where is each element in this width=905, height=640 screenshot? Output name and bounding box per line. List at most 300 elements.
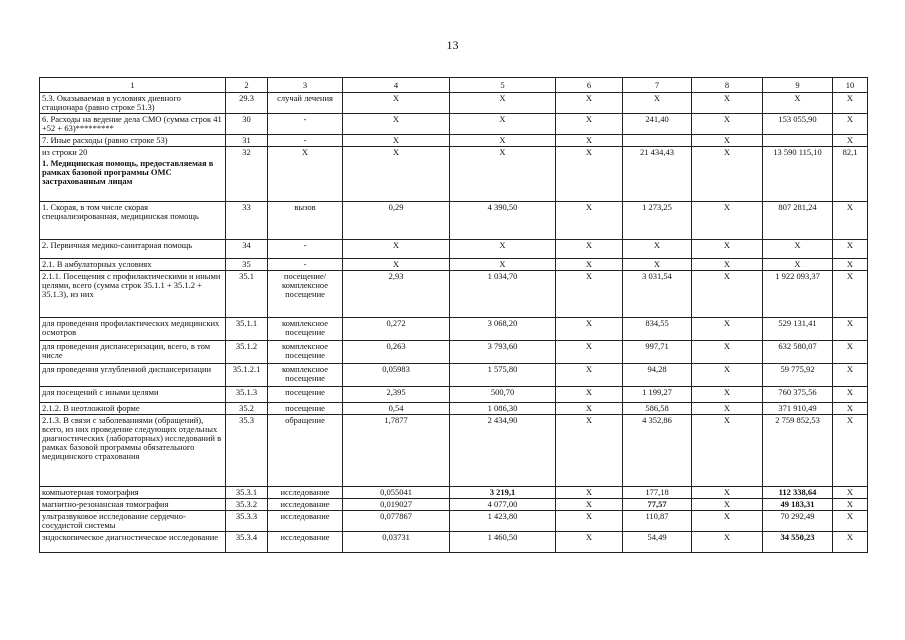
cell-value: комплексное посещение [281,364,329,383]
table-cell [692,93,763,114]
table-cell [268,259,343,271]
row-label: для проведения профилактических медицинских осмотров [42,318,220,337]
cell-value: 1 273,25 [642,202,672,212]
cell-value: X [723,415,731,425]
cell-value: 54,49 [647,532,667,542]
table-cell [623,271,692,318]
table-cell [763,532,833,553]
cell-value: - [303,114,307,124]
table-cell [226,135,268,147]
row-label: 2.1. В амбулаторных условиях [42,259,152,269]
table-cell [692,532,763,553]
table-cell [226,318,268,341]
cell-value: X [846,114,854,124]
cell-value: 4 390,50 [487,202,518,212]
row-label: 2.1.1. Посещения с профилактическими и иными целями, всего (сумма строк 35.1.1 + 35.1.2 + 35.1.3), из них [42,271,221,299]
table-cell [556,271,623,318]
cell-value: исследование [280,511,330,521]
cell-value: X [846,341,854,351]
table-cell [623,318,692,341]
table-cell [343,135,450,147]
cell-value: 807 281,24 [778,202,817,212]
table-cell [226,114,268,135]
table-row [40,415,868,487]
cell-value: 34 550,23 [780,532,815,542]
cell-value: X [585,318,593,328]
cell-value: X [723,135,731,145]
cell-value: X [846,202,854,212]
table-cell [343,387,450,403]
table-row [40,318,868,341]
cell-value: X [585,271,593,281]
table-cell [343,487,450,499]
cell-value: 4 077,00 [487,499,518,509]
row-label-cell [40,487,226,499]
table-cell [623,387,692,403]
cell-value: - [303,135,307,145]
table-row [40,114,868,135]
cell-value: X [723,499,731,509]
table-row [40,387,868,403]
row-label-cell [40,240,226,259]
cell-value: 2,395 [386,387,406,397]
table-cell [763,135,833,147]
cell-value: комплексное посещение [281,341,329,360]
cell-value: X [585,202,593,212]
cell-value: 49 183,31 [780,499,815,509]
cell-value: 59 775,92 [780,364,815,374]
cell-value: 35.1 [239,271,254,281]
table-cell [692,114,763,135]
cell-value: X [499,240,506,250]
page-number: 13 [446,38,459,52]
row-label: 7. Иные расходы (равно строке 53) [42,135,168,145]
cell-value: X [846,403,854,413]
cell-value: X [846,364,854,374]
table-cell [556,532,623,553]
table-row [40,511,868,532]
table-cell [833,487,868,499]
row-label-cell [40,135,226,147]
table-cell [556,240,623,259]
table-cell [450,202,556,240]
cell-value: X [585,240,593,250]
cell-value: 3 219,1 [489,487,516,497]
cell-value: X [585,341,593,351]
table-cell [623,114,692,135]
cell-value: X [585,135,593,145]
table-cell [268,318,343,341]
cell-value: X [723,403,731,413]
data-table [39,77,868,553]
table-cell [343,511,450,532]
table-cell [343,499,450,511]
table-body [40,78,868,553]
table-cell [268,93,343,114]
cell-value: X [846,387,854,397]
table-cell [833,147,868,202]
cell-value: X [794,93,801,103]
cell-value: обращение [285,415,325,425]
cell-value: 0,54 [388,403,404,413]
table-cell [226,532,268,553]
table-cell [623,499,692,511]
cell-value: 0,03731 [382,532,410,542]
row-label-cell [40,318,226,341]
table-cell [833,387,868,403]
table-cell [692,147,763,202]
table-cell [450,511,556,532]
cell-value: 32 [242,147,251,157]
table-cell [450,240,556,259]
table-cell [226,259,268,271]
row-label-cell [40,387,226,403]
row-label: для посещений с иными целями [42,387,159,397]
cell-value: 153 055,90 [778,114,817,124]
table-cell [226,511,268,532]
cell-value: 0,055041 [380,487,412,497]
table-cell [450,271,556,318]
cell-value: 2,93 [388,271,404,281]
table-cell [268,202,343,240]
cell-value: X [846,93,854,103]
cell-value: 35.3.3 [235,511,258,521]
header-cell: 10 [833,78,868,93]
table-cell [833,135,868,147]
table-cell [692,341,763,364]
cell-value: X [846,487,854,497]
cell-value: 35.3.4 [235,532,258,542]
table-cell [763,202,833,240]
table-cell [556,259,623,271]
cell-value: X [723,259,731,269]
cell-value: X [653,93,661,103]
row-label: 1. Скорая, в том числе скорая специализированная, медицинская помощь [42,202,199,221]
table-cell [556,147,623,202]
header-cell: 1 [40,78,226,93]
table-cell [268,532,343,553]
cell-value: 0,077867 [380,511,412,521]
table-cell [833,415,868,487]
table-cell [763,259,833,271]
table-cell [450,341,556,364]
row-label: из строки 20 [42,147,88,157]
table-cell [343,341,450,364]
table-cell [692,202,763,240]
cell-value: X [585,93,593,103]
cell-value: X [585,364,593,374]
table-cell [226,403,268,415]
table-cell [623,93,692,114]
table-cell [623,415,692,487]
cell-value: X [723,147,731,157]
header-cell: 9 [763,78,833,93]
table-cell [450,259,556,271]
table-cell [556,202,623,240]
table-cell [450,415,556,487]
table-cell [226,240,268,259]
row-label: эндоскопическое диагностическое исследование [42,532,219,542]
table-cell [450,532,556,553]
cell-value: 35 [242,259,251,269]
cell-value: 1 575,80 [487,364,518,374]
table-cell [226,415,268,487]
cell-value: X [846,415,854,425]
header-cell: 2 [226,78,268,93]
cell-value: 0,05983 [382,364,410,374]
cell-value: 1 086,30 [487,403,518,413]
table-row [40,259,868,271]
cell-value: 35.3.1 [235,487,258,497]
row-label: 2.1.2. В неотложной форме [42,403,140,413]
cell-value: X [499,147,506,157]
cell-value: 997,71 [645,341,669,351]
cell-value: X [585,259,593,269]
cell-value: 70 292,49 [780,511,815,521]
cell-value: X [653,259,661,269]
table-cell [268,403,343,415]
table-cell [268,387,343,403]
section-subtitle: 1. Медицинская помощь, предоставляемая в рамках базовой программы ОМС застрахованным лицам [42,158,214,186]
cell-value: X [392,93,400,103]
cell-value: X [392,114,400,124]
cell-value: - [303,240,307,250]
cell-value: 82,1 [842,147,858,157]
cell-value: X [723,532,731,542]
header-cell: 8 [692,78,763,93]
header-row [40,78,868,93]
table-cell [226,93,268,114]
cell-value: X [723,93,731,103]
table-cell [556,114,623,135]
table-cell [556,415,623,487]
cell-value: X [585,415,593,425]
cell-value: 834,55 [645,318,669,328]
table-cell [623,364,692,387]
table-cell [556,387,623,403]
cell-value: X [794,240,801,250]
table-cell [692,387,763,403]
row-label-cell [40,511,226,532]
table-row [40,93,868,114]
cell-value: X [723,271,731,281]
cell-value: исследование [280,487,330,497]
cell-value: X [846,135,854,145]
cell-value: 77,57 [647,499,667,509]
table-row [40,240,868,259]
table-row [40,532,868,553]
cell-value: X [499,135,506,145]
table-row [40,202,868,240]
table-cell [763,403,833,415]
row-label-cell [40,532,226,553]
table-cell [833,403,868,415]
cell-value: X [723,387,731,397]
table-cell [343,403,450,415]
row-label-cell [40,415,226,487]
table-row [40,135,868,147]
cell-value: 3 031,54 [642,271,672,281]
cell-value: 0,263 [386,341,406,351]
cell-value: 3 793,60 [487,341,518,351]
cell-value: X [585,499,593,509]
cell-value: X [846,532,854,542]
table-cell [833,532,868,553]
cell-value: 500,70 [490,387,515,397]
table-cell [268,271,343,318]
table-cell [763,147,833,202]
cell-value: 4 352,86 [642,415,672,425]
table-cell [343,364,450,387]
table-cell [268,240,343,259]
table-cell [763,114,833,135]
table-cell [343,202,450,240]
table-cell [343,240,450,259]
cell-value: исследование [280,532,330,542]
table-cell [833,271,868,318]
table-cell [833,318,868,341]
cell-value: 34 [242,240,251,250]
table-cell [450,487,556,499]
cell-value: 13 590 115,10 [773,147,822,157]
table-cell [763,487,833,499]
table-cell [343,147,450,202]
table-cell [763,271,833,318]
table-cell [556,341,623,364]
cell-value: 35.3 [239,415,254,425]
table-cell [692,135,763,147]
table-cell [450,364,556,387]
cell-value: 112 338,64 [778,487,817,497]
table-cell [763,364,833,387]
cell-value: 586,58 [645,403,669,413]
table-cell [623,403,692,415]
table-cell [226,271,268,318]
table-cell [692,415,763,487]
cell-value: 1,7877 [384,415,408,425]
table-cell [556,487,623,499]
header-cell: 4 [343,78,450,93]
table-cell [268,135,343,147]
table-cell [268,114,343,135]
row-label-cell [40,93,226,114]
table-cell [692,499,763,511]
header-cell: 6 [556,78,623,93]
table-cell [226,202,268,240]
cell-value: X [392,135,400,145]
table-cell [226,499,268,511]
cell-value: 3 068,20 [487,318,518,328]
table-cell [450,403,556,415]
table-cell [692,511,763,532]
cell-value: 371 910,49 [778,403,817,413]
cell-value: 1 922 093,37 [775,271,820,281]
cell-value: 35.1.2.1 [232,364,261,374]
cell-value: 1 199,27 [642,387,672,397]
table-cell [556,93,623,114]
table-cell [833,511,868,532]
cell-value: 21 434,43 [640,147,674,157]
table-cell [623,341,692,364]
cell-value: X [723,240,731,250]
table-cell [343,415,450,487]
cell-value: 0,019027 [380,499,412,509]
cell-value: 1 423,80 [487,511,518,521]
cell-value: 1 460,50 [487,532,518,542]
table-cell [226,387,268,403]
table-row [40,487,868,499]
table-cell [623,240,692,259]
cell-value: 760 375,56 [778,387,817,397]
table-cell [623,532,692,553]
table-row [40,364,868,387]
table-cell [623,135,692,147]
cell-value: 29.3 [239,93,254,103]
table-cell [268,364,343,387]
table-cell [833,341,868,364]
table-cell [343,318,450,341]
cell-value: 94,28 [647,364,667,374]
cell-value: X [585,532,593,542]
table-cell [833,499,868,511]
table-cell [763,499,833,511]
cell-value: вызов [294,202,316,212]
row-label-cell [40,259,226,271]
table-cell [450,499,556,511]
table-cell [450,387,556,403]
cell-value: X [585,511,593,521]
cell-value: X [585,487,593,497]
cell-value: X [723,341,731,351]
cell-value: X [723,114,731,124]
cell-value: X [499,93,506,103]
cell-value: исследование [280,499,330,509]
row-label-cell [40,202,226,240]
table-cell [450,93,556,114]
cell-value: 2 434,90 [487,415,518,425]
cell-value: 632 580,07 [778,341,817,351]
table-cell [623,147,692,202]
row-label-cell [40,341,226,364]
row-label: 5.3. Оказываемая в условиях дневного стационара (равно строке 51.3) [42,93,181,112]
cell-value: X [794,259,801,269]
table-cell [763,93,833,114]
cell-value: посещение [285,387,325,397]
table-cell [268,147,343,202]
table-cell [226,341,268,364]
row-label-cell [40,271,226,318]
cell-value: 35.1.1 [235,318,258,328]
row-label: 6. Расходы на ведение дела СМО (сумма строк 41 +52 + 63)********* [42,114,222,133]
cell-value: - [303,259,307,269]
cell-value: X [723,202,731,212]
table-cell [692,271,763,318]
cell-value: 241,40 [645,114,669,124]
cell-value: X [653,240,661,250]
cell-value: X [846,318,854,328]
table-cell [556,318,623,341]
table-cell [623,511,692,532]
cell-value: 33 [242,202,251,212]
cell-value: 177,18 [645,487,669,497]
cell-value: 35.3.2 [235,499,258,509]
cell-value: X [585,403,593,413]
cell-value: 1 034,70 [487,271,518,281]
table-cell [763,511,833,532]
cell-value: 30 [242,114,251,124]
cell-value: комплексное посещение [281,318,329,337]
cell-value: X [499,259,506,269]
